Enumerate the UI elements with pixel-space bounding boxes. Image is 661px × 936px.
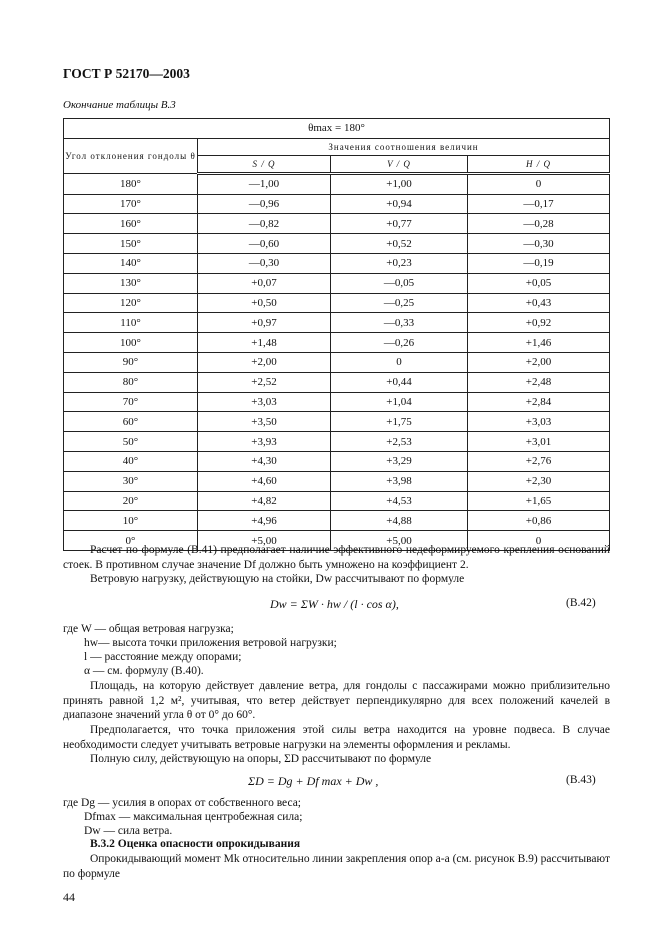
table-row <box>64 234 610 254</box>
sq-cell: +4,60 <box>198 471 331 491</box>
table-row <box>64 372 610 392</box>
vq-cell: +4,53 <box>331 491 468 511</box>
angle-cell: 180° <box>64 173 198 194</box>
paragraph-2: Ветровую нагрузку, действующую на стойки, Dw рассчитывают по формуле <box>90 573 465 585</box>
vq-cell: +0,23 <box>331 253 468 273</box>
angle-cell: 120° <box>64 293 198 313</box>
angle-cell: 160° <box>64 214 198 234</box>
paragraph-3: Площадь, на которую действует давление ветра, для гондолы с пассажирами можно приблизительно принять равной 1,2 м², учитывая, что ветер действует перпендикулярно для всех положений качелей в диапазоне значений угла θ от 0° до 60°. <box>63 680 610 721</box>
angle-cell: 150° <box>64 234 198 254</box>
table-row <box>64 471 610 491</box>
vq-cell: +1,75 <box>331 412 468 432</box>
hq-cell: +1,65 <box>468 491 610 511</box>
sq-header: S / Q <box>198 155 331 173</box>
hq-cell: +0,86 <box>468 511 610 531</box>
sq-cell: +3,93 <box>198 432 331 452</box>
vq-cell: +4,88 <box>331 511 468 531</box>
sq-cell: —0,60 <box>198 234 331 254</box>
angle-cell: 90° <box>64 352 198 372</box>
formula-b43: ΣD = Dg + Df max + Dw , <box>248 774 379 788</box>
angle-cell: 10° <box>64 511 198 531</box>
section-heading: В.3.2 Оценка опасности опрокидывания <box>90 838 301 850</box>
table-row <box>64 511 610 531</box>
vq-cell: +3,98 <box>331 471 468 491</box>
angle-cell: 20° <box>64 491 198 511</box>
data-table <box>63 118 610 551</box>
table-row <box>64 313 610 333</box>
table-row <box>64 173 610 194</box>
table-row <box>64 293 610 313</box>
formula-b43-number: (В.43) <box>566 774 596 786</box>
legend-dw: Dw — сила ветра. <box>84 825 173 837</box>
table-row <box>64 253 610 273</box>
hq-cell: +2,30 <box>468 471 610 491</box>
vq-cell: —0,26 <box>331 333 468 353</box>
table-row <box>64 214 610 234</box>
hq-cell: —0,28 <box>468 214 610 234</box>
angle-cell: 110° <box>64 313 198 333</box>
table-row <box>64 451 610 471</box>
sq-cell: —0,96 <box>198 194 331 214</box>
group-header: Значения соотношения величин <box>198 138 610 155</box>
vq-cell: +0,94 <box>331 194 468 214</box>
legend-l: l — расстояние между опорами; <box>84 651 242 663</box>
vq-cell: 0 <box>331 352 468 372</box>
vq-cell: —0,05 <box>331 273 468 293</box>
angle-header: Угол отклонения гондолы θ <box>64 138 198 173</box>
legend-w: где W — общая ветровая нагрузка; <box>63 623 234 635</box>
paragraph-1: Расчет по формуле (В.41) предполагает наличие эффективного недеформируемого крепления оснований стоек. В противном случае значение Df должно быть умножено на коэффициент 2. <box>63 544 610 571</box>
sq-cell: +2,00 <box>198 352 331 372</box>
hq-cell: 0 <box>468 531 610 551</box>
table-row <box>64 392 610 412</box>
hq-cell: +2,48 <box>468 372 610 392</box>
hq-header: H / Q <box>468 155 610 173</box>
sq-cell: +3,03 <box>198 392 331 412</box>
vq-cell: +1,04 <box>331 392 468 412</box>
vq-cell: +0,77 <box>331 214 468 234</box>
angle-cell: 100° <box>64 333 198 353</box>
sq-cell: +4,82 <box>198 491 331 511</box>
hq-cell: +2,76 <box>468 451 610 471</box>
hq-cell: —0,30 <box>468 234 610 254</box>
table-row <box>64 273 610 293</box>
formula-b42: Dw = ΣW · hw / (l · cos α), <box>270 597 399 611</box>
legend-dfmax: Dfmax — максимальная центробежная сила; <box>84 811 303 823</box>
vq-cell: +5,00 <box>331 531 468 551</box>
angle-cell: 60° <box>64 412 198 432</box>
sq-cell: +2,52 <box>198 372 331 392</box>
paragraph-6: Опрокидывающий момент Mk относительно линии закрепления опор a-a (см. рисунок В.9) рассчитывают по формуле <box>63 853 610 880</box>
table-row <box>64 352 610 372</box>
page-number: 44 <box>63 890 75 904</box>
angle-cell: 40° <box>64 451 198 471</box>
vq-cell: —0,33 <box>331 313 468 333</box>
vq-cell: +0,44 <box>331 372 468 392</box>
hq-cell: +2,00 <box>468 352 610 372</box>
hq-cell: +0,92 <box>468 313 610 333</box>
hq-cell: —0,17 <box>468 194 610 214</box>
paragraph-4: Предполагается, что точка приложения этой силы ветра находится на уровне подвеса. В случае необходимости следует учитывать ветровые нагрузки на элементы оформления и рекламы. <box>63 724 610 751</box>
sq-cell: +0,97 <box>198 313 331 333</box>
hq-cell: +0,05 <box>468 273 610 293</box>
sq-cell: +0,50 <box>198 293 331 313</box>
sq-cell: +0,07 <box>198 273 331 293</box>
sq-cell: +5,00 <box>198 531 331 551</box>
table-row <box>64 432 610 452</box>
table-caption: Окончание таблицы В.3 <box>63 99 176 111</box>
vq-cell: +1,00 <box>331 173 468 194</box>
angle-cell: 170° <box>64 194 198 214</box>
legend-dg: где Dg — усилия в опорах от собственного веса; <box>63 797 301 809</box>
hq-cell: +3,03 <box>468 412 610 432</box>
sq-cell: +3,50 <box>198 412 331 432</box>
paragraph-5: Полную силу, действующую на опоры, ΣD рассчитывают по формуле <box>90 753 432 765</box>
angle-cell: 30° <box>64 471 198 491</box>
table-row <box>64 491 610 511</box>
vq-cell: —0,25 <box>331 293 468 313</box>
vq-cell: +2,53 <box>331 432 468 452</box>
vq-header: V / Q <box>331 155 468 173</box>
table-row <box>64 412 610 432</box>
angle-cell: 50° <box>64 432 198 452</box>
sq-cell: —1,00 <box>198 173 331 194</box>
hq-cell: +0,43 <box>468 293 610 313</box>
angle-cell: 70° <box>64 392 198 412</box>
hq-cell: +2,84 <box>468 392 610 412</box>
hq-cell: +3,01 <box>468 432 610 452</box>
standard-header: ГОСТ Р 52170—2003 <box>63 66 190 81</box>
sq-cell: —0,30 <box>198 253 331 273</box>
hq-cell: 0 <box>468 173 610 194</box>
sq-cell: +4,30 <box>198 451 331 471</box>
angle-cell: 80° <box>64 372 198 392</box>
sq-cell: +1,48 <box>198 333 331 353</box>
angle-cell: 0° <box>64 531 198 551</box>
angle-cell: 130° <box>64 273 198 293</box>
legend-alpha: α — см. формулу (В.40). <box>84 665 204 677</box>
legend-hw: hw— высота точки приложения ветровой нагрузки; <box>84 637 337 649</box>
angle-cell: 140° <box>64 253 198 273</box>
hq-cell: —0,19 <box>468 253 610 273</box>
table-row <box>64 194 610 214</box>
theta-max-header: θmax = 180° <box>64 119 610 139</box>
sq-cell: +4,96 <box>198 511 331 531</box>
vq-cell: +3,29 <box>331 451 468 471</box>
table-row <box>64 333 610 353</box>
formula-b42-number: (В.42) <box>566 597 596 609</box>
vq-cell: +0,52 <box>331 234 468 254</box>
sq-cell: —0,82 <box>198 214 331 234</box>
hq-cell: +1,46 <box>468 333 610 353</box>
